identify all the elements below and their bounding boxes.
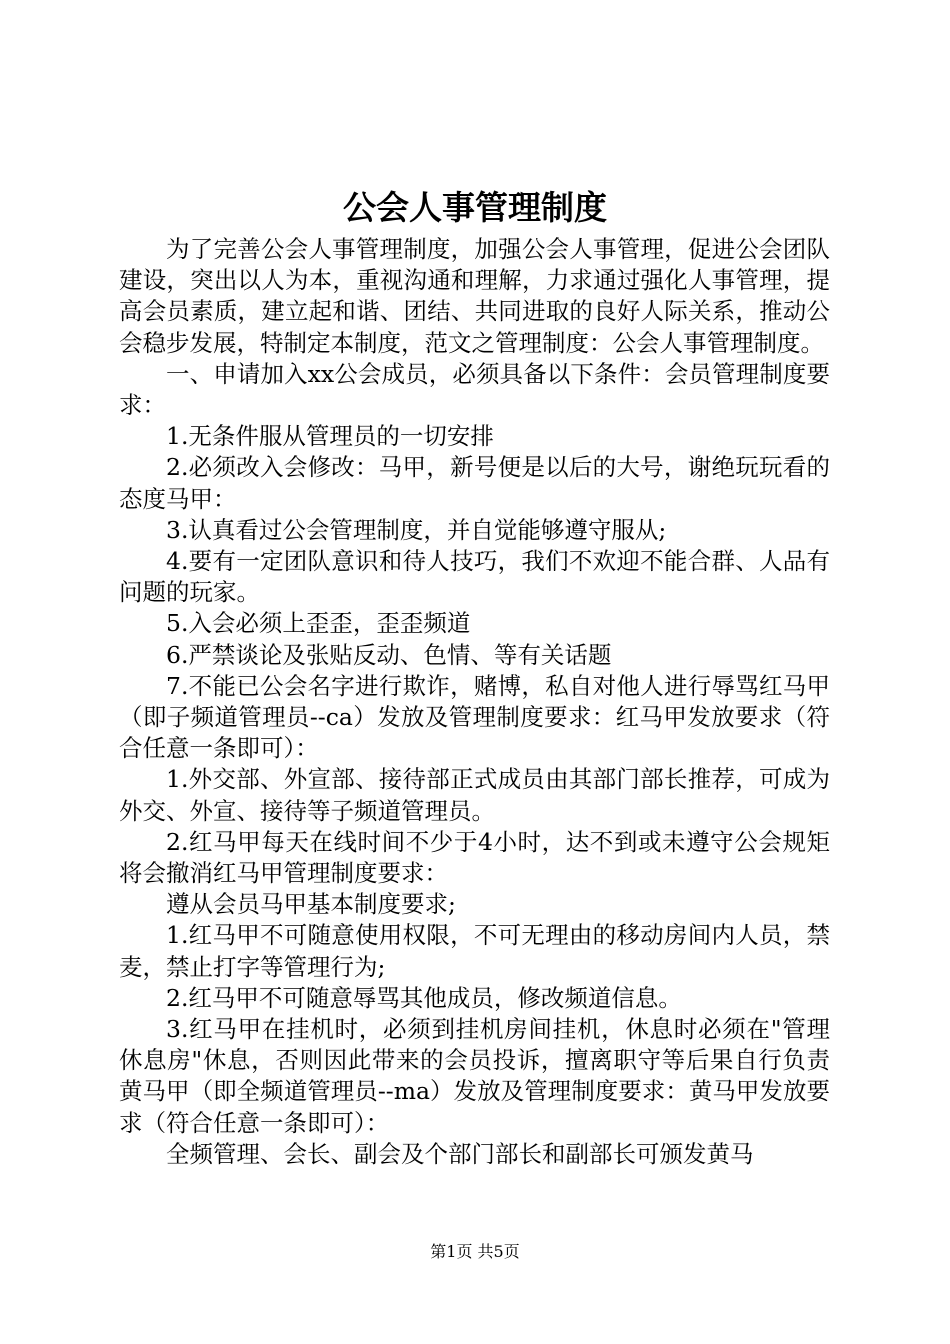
paragraph-item: 1.红马甲不可随意使用权限，不可无理由的移动房间内人员，禁麦，禁止打字等管理行为;	[119, 921, 830, 981]
paragraph-item: 3.认真看过公会管理制度，并自觉能够遵守服从;	[166, 515, 667, 544]
paragraph-intro: 为了完善公会人事管理制度，加强公会人事管理，促进公会团队建设，突出以人为本，重视沟通和理解，力求通过强化人事管理，提高会员素质，建立起和谐、团结、共同进取的良好人际关系，推动公会稳步发展，特制定本制度，范文之管理制度：公会人事管理制度。	[119, 235, 830, 357]
document-title: 公会人事管理制度	[343, 188, 607, 227]
paragraph-section-1: 一、申请加入xx公会成员，必须具备以下条件：会员管理制度要求：	[119, 359, 830, 420]
paragraph-item: 全频管理、会长、副会及个部门部长和副部长可颁发黄马	[166, 1139, 754, 1168]
document-body	[119, 234, 830, 1170]
paragraph-item: 7.不能已公会名字进行欺诈，赌博，私自对他人进行辱骂红马甲（即子频道管理员--ca）发放及管理制度要求：红马甲发放要求（符合任意一条即可）：	[119, 671, 830, 763]
paragraph-item: 3.红马甲在挂机时，必须到挂机房间挂机，休息时必须在"管理休息房"休息，否则因此带来的会员投诉，擅离职守等后果自行负责黄马甲（即全频道管理员--ma）发放及管理制度要求：黄马甲发放要求（符合任意一条即可）：	[119, 1015, 830, 1137]
paragraph-item: 5.入会必须上歪歪，歪歪频道	[166, 609, 471, 638]
paragraph-item: 2.红马甲不可随意辱骂其他成员，修改频道信息。	[166, 983, 682, 1012]
paragraph-item: 1.无条件服从管理员的一切安排	[166, 422, 494, 451]
page-footer: 第1页 共5页	[430, 1242, 520, 1261]
paragraph-item: 2.必须改入会修改：马甲，新号便是以后的大号，谢绝玩玩看的态度马甲：	[119, 453, 830, 513]
paragraph-item: 2.红马甲每天在线时间不少于4小时，达不到或未遵守公会规矩将会撤消红马甲管理制度要求：	[119, 827, 830, 888]
paragraph-item: 4.要有一定团队意识和待人技巧，我们不欢迎不能合群、人品有问题的玩家。	[119, 547, 830, 607]
paragraph-item: 遵从会员马甲基本制度要求;	[166, 890, 456, 919]
paragraph-item: 6.严禁谈论及张贴反动、色情、等有关话题	[166, 640, 612, 669]
paragraph-item: 1.外交部、外宣部、接待部正式成员由其部门部长推荐，可成为外交、外宣、接待等子频道管理员。	[119, 765, 830, 825]
